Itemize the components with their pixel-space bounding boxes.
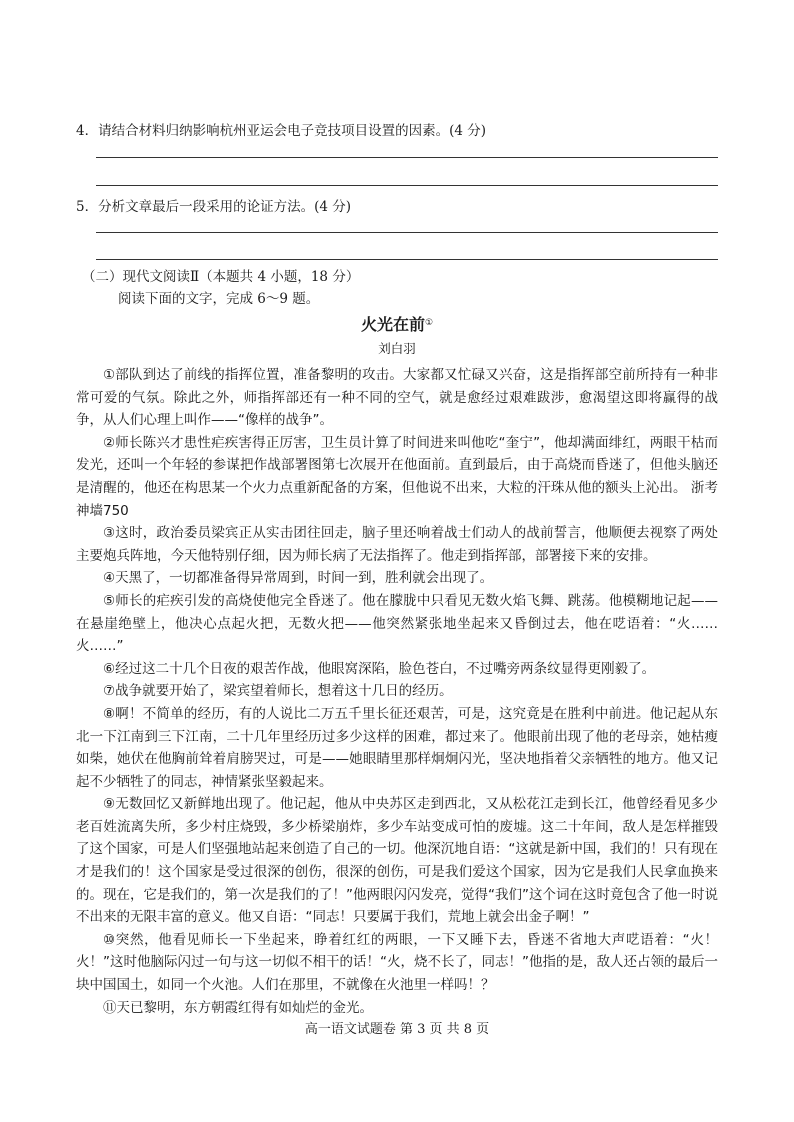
paragraph-9: ⑨无数回忆又新鲜地出现了。他记起，他从中央苏区走到西北，又从松花江走到长江，他曾经看见多少老百姓流离失所，多少村庄烧毁，多少桥梁崩炸，多少车站变成可怕的废墟。这二十年间，敌人是怎样摧毁了这个国家，可是人们坚强地站起来创造了自己的一切。他深沉地自语：“这就是新中国，我们的！只有现在才是我们的！这个国家是受过很深的创伤，很深的创伤，可是我们爱这个国家，因为它是我们人民拿血换来的。现在，它是我们的，第一次是我们的了！”他两眼闪闪发亮，觉得“我们”这个词在这时竟包含了他一时说不出来的无限丰富的意义。他又自语：“同志！只要属于我们，荒地上就会出金子啊！” — [76, 796, 718, 926]
answer-line-q4-2[interactable] — [96, 185, 718, 186]
article-author: 刘白羽 — [378, 341, 416, 356]
answer-line-q4-1[interactable] — [96, 157, 718, 158]
paragraph-11: ⑪天已黎明，东方朝霞红得有如灿烂的金光。 — [103, 999, 373, 1016]
paragraph-8: ⑧啊！不简单的经历，有的人说比二万五千里长征还艰苦，可是，这究竟是在胜利中前进。他记起从东北一下江南到三下江南，二十几年里经历过多少这样的困难，都过来了。他眼前出现了他的老母亲，她枯瘦如柴，她伏在他胸前耸着肩膀哭过，可是——她眼睛里那样炯炯闪光，坚决地指着父亲牺牲的地方。他又记起不少牺牲了的同志，神情紧张坚毅起来。 — [76, 705, 718, 790]
paragraph-6: ⑥经过这二十几个日夜的艰苦作战，他眼窝深陷，脸色苍白，不过嘴旁两条纹显得更刚毅了。 — [103, 660, 656, 677]
paragraph-2: ②师长陈兴才患性疟疾害得正厉害，卫生员计算了时间进来叫他吃“奎宁”，他却满面绯红，两眼干枯而发光，还叫一个年轻的参谋把作战部署图第七次展开在他面前。直到最后，由于高烧而昏迷了，但他头脑还是清醒的，他还在构思某一个火力点重新配备的方案，但他说不出来，大粒的汗珠从他的额头上沁出。 浙考神墙750 — [76, 434, 718, 519]
paragraph-5: ⑤师长的疟疾引发的高烧使他完全昏迷了。他在朦胧中只看见无数火焰飞舞、跳荡。他模糊地记起——在悬崖绝壁上，他决心点起火把，无数火把——他突然紧张地坐起来又昏倒过去，他在呓语着：“火……火……” — [76, 592, 718, 655]
page-footer: 高一语文试题卷 第 3 页 共 8 页 — [304, 1022, 490, 1037]
footnote-mark: ① — [424, 318, 434, 328]
paragraph-7: ⑦战争就要开始了，梁宾望着师长，想着这十几日的经历。 — [103, 683, 453, 700]
reading-instruction: 阅读下面的文字，完成 6～9 题。 — [118, 291, 320, 307]
paragraph-10: ⑩突然，他看见师长一下坐起来，睁着红红的两眼，一下又睡下去，昏迷不省地大声呓语着：“火！火！”这时他脑际闪过一句与这一切似不相干的话！“火，烧不长了，同志！”他指的是，敌人还占领的最后一块中国国土，如同一个火池。人们在那里，不就像在火池里一样吗！？ — [76, 931, 718, 994]
answer-line-q5-2[interactable] — [96, 259, 718, 260]
answer-line-q5-1[interactable] — [96, 232, 718, 233]
paragraph-1: ①部队到达了前线的指挥位置，准备黎明的攻击。大家都又忙碌又兴奋，这是指挥部空前所持有一种非常可爱的气氛。除此之外，师指挥部还有一种不同的空气，就是愈经过艰难跋涉，愈渴望这即将赢得的战争，从人们心理上叫作——“像样的战争”。 — [76, 367, 718, 429]
article-title-text: 火光在前 — [360, 315, 425, 334]
article-body — [76, 364, 718, 1019]
question-4: 4．请结合材料归纳影响杭州亚运会电子竞技项目设置的因素。(4 分) — [76, 123, 487, 139]
question-5: 5．分析文章最后一段采用的论证方法。(4 分) — [76, 199, 352, 215]
article-title — [0, 314, 794, 336]
paragraph-4: ④天黑了，一切都准备得异常周到，时间一到，胜利就会出现了。 — [103, 570, 494, 587]
section-heading: （二）现代文阅读Ⅱ（本题共 4 小题，18 分） — [82, 269, 360, 285]
paragraph-3: ③这时，政治委员梁宾正从实击团往回走，脑子里还响着战士们动人的战前誓言，他顺便去视察了两处主要炮兵阵地，今天他特别仔细，因为师长病了无法指挥了。他走到指挥部，部署接下来的安排。 — [76, 525, 718, 564]
